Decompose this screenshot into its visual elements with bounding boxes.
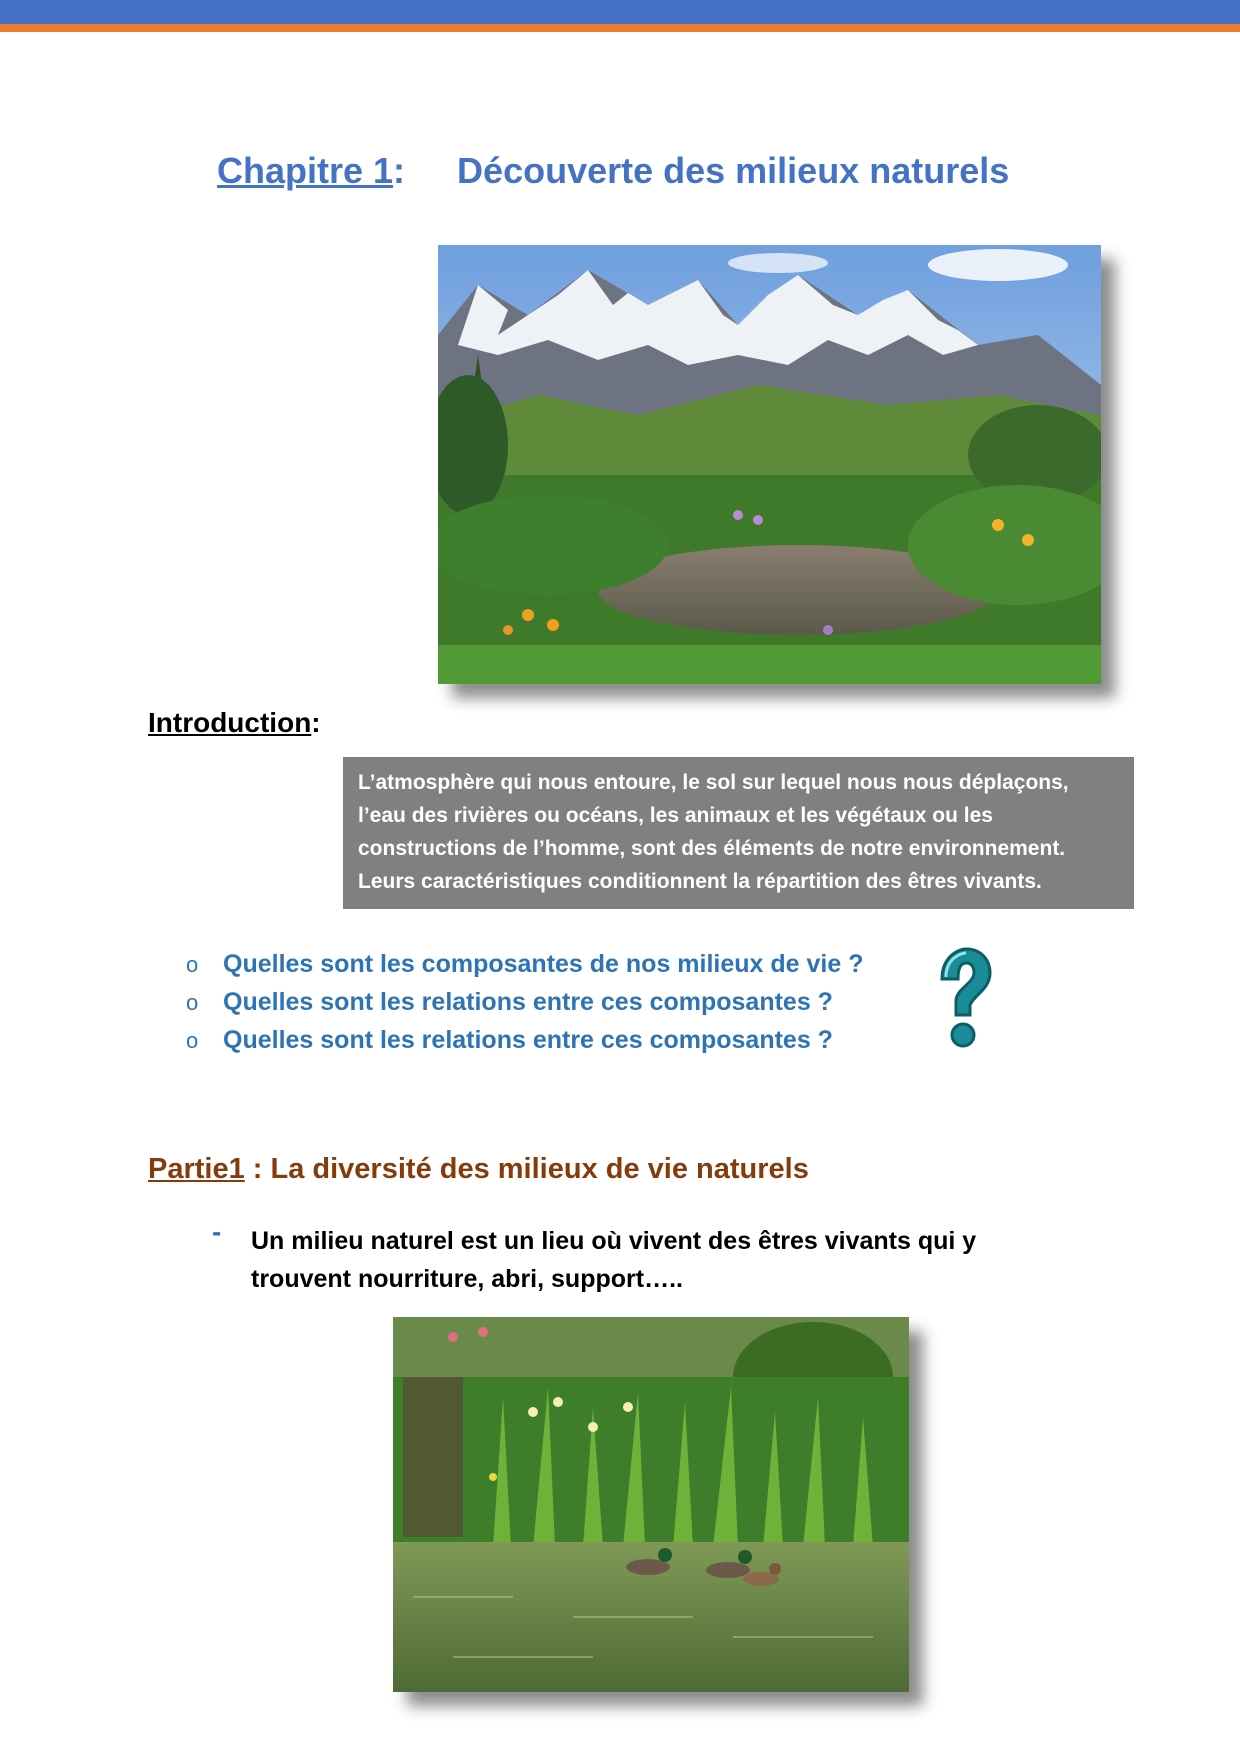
chapter-label: Chapitre 1	[217, 150, 394, 191]
definition-line: Un milieu naturel est un lieu où vivent des êtres vivants qui y	[251, 1227, 977, 1255]
question-item	[186, 945, 863, 983]
chapter-title	[217, 150, 1117, 192]
question-text: Quelles sont les relations entre ces composantes ?	[223, 988, 833, 1016]
header-blue-bar	[0, 0, 1240, 24]
question-item	[186, 1021, 863, 1059]
duck-pond-image	[393, 1317, 909, 1692]
question-text: Quelles sont les relations entre ces composantes ?	[223, 1026, 833, 1054]
chapter-colon: :	[393, 150, 406, 191]
introduction-line: Leurs caractéristiques conditionnent la répartition des êtres vivants.	[358, 870, 1042, 893]
header-orange-bar	[0, 24, 1240, 32]
partie1-heading	[148, 1153, 809, 1186]
circle-bullet-icon: o	[186, 990, 199, 1015]
definition-text	[251, 1222, 976, 1298]
definition-line: trouvent nourriture, abri, support…..	[251, 1265, 683, 1293]
question-text: Quelles sont les composantes de nos milieux de vie ?	[223, 950, 864, 978]
circle-bullet-icon: o	[186, 952, 199, 977]
mountain-lake-photo	[438, 245, 1101, 684]
introduction-text-box	[343, 757, 1134, 909]
question-mark-icon	[928, 945, 998, 1055]
chapter-subject: Découverte des milieux naturels	[457, 150, 1010, 191]
introduction-line: L’atmosphère qui nous entoure, le sol sur lequel nous nous déplaçons,	[358, 771, 1069, 794]
question-list	[186, 945, 863, 1059]
duck-pond-photo	[393, 1317, 909, 1692]
circle-bullet-icon: o	[186, 1028, 199, 1053]
partie1-label: Partie1	[148, 1153, 245, 1185]
introduction-line: constructions de l’homme, sont des éléments de notre environnement.	[358, 837, 1066, 860]
introduction-line: l’eau des rivières ou océans, les animaux et les végétaux ou les	[358, 804, 993, 827]
introduction-colon: :	[311, 707, 321, 738]
question-item	[186, 983, 863, 1021]
partie1-title: : La diversité des milieux de vie naturels	[244, 1153, 809, 1185]
introduction-label: Introduction	[148, 707, 312, 738]
introduction-heading	[148, 707, 321, 739]
dash-bullet-icon: -	[212, 1216, 222, 1247]
mountain-lake-image	[438, 245, 1101, 684]
